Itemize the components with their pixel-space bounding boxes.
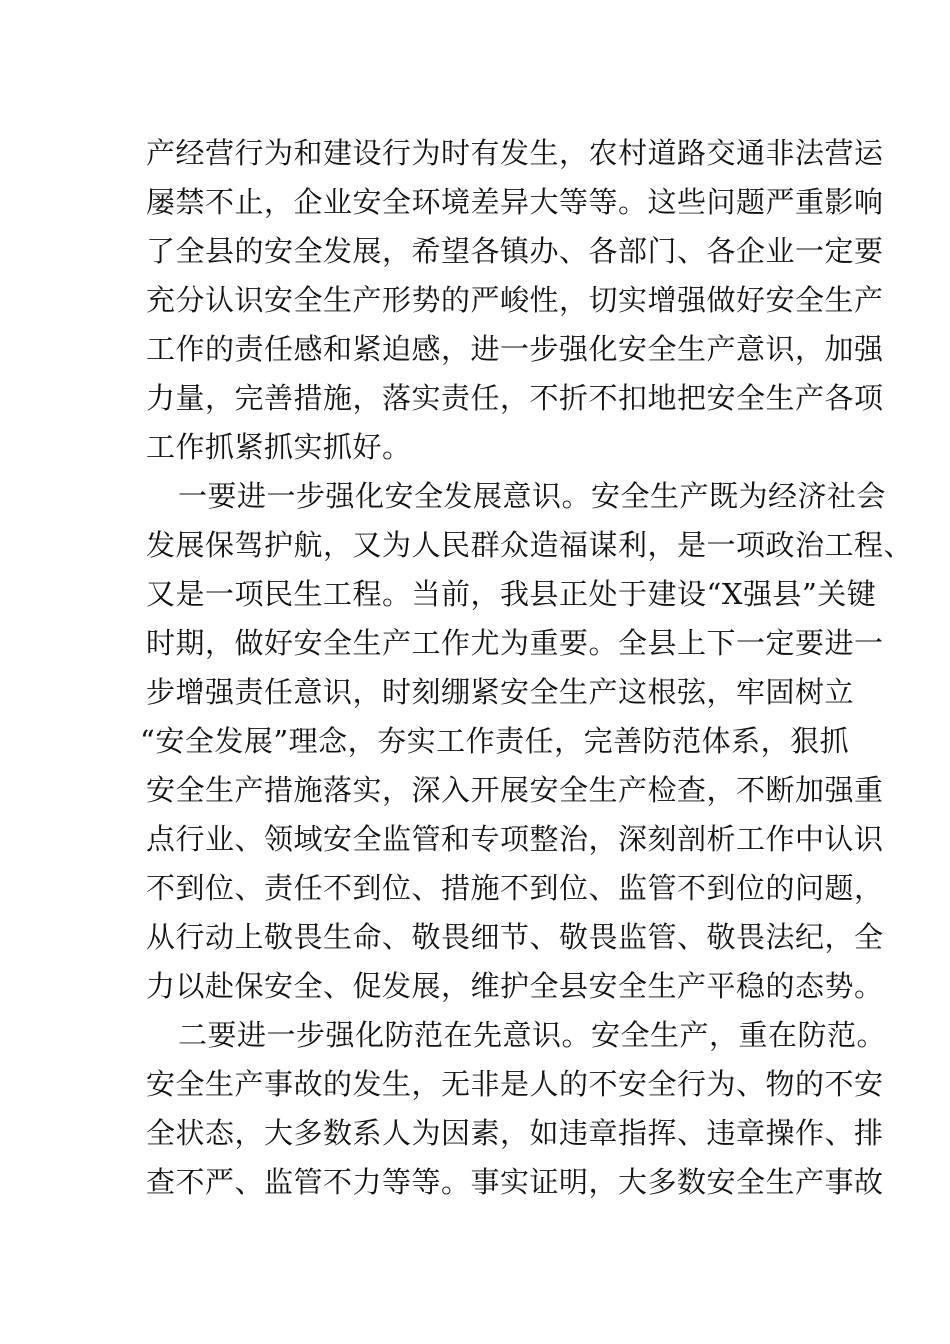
text-line: 安全生产事故的发生，无非是人的不安全行为、物的不安 bbox=[146, 1067, 884, 1101]
text-line: 工作抓紧抓实抓好。 bbox=[146, 430, 412, 464]
text-line: 产经营行为和建设行为时有发生，农村道路交通非法营运 bbox=[146, 136, 884, 170]
text-line: 查不严、监管不力等等。事实证明，大多数安全生产事故 bbox=[146, 1165, 884, 1199]
text-line: 步增强责任意识，时刻绷紧安全生产这根弦，牢固树立 bbox=[146, 675, 855, 709]
text-line: 力以赴保安全、促发展，维护全县安全生产平稳的态势。 bbox=[146, 969, 884, 1003]
text-line: 安全生产措施落实，深入开展安全生产检查，不断加强重 bbox=[146, 773, 884, 807]
text-line: 屡禁不止，企业安全环境差异大等等。这些问题严重影响 bbox=[146, 185, 884, 219]
text-line: 点行业、领域安全监管和专项整治，深刻剖析工作中认识 bbox=[146, 822, 884, 856]
text-line: 又是一项民生工程。当前，我县正处于建设“X强县”关键 bbox=[146, 577, 877, 611]
text-line: 不到位、责任不到位、措施不到位、监管不到位的问题， bbox=[146, 871, 884, 905]
text-line: 工作的责任感和紧迫感，进一步强化安全生产意识，加强 bbox=[146, 332, 884, 366]
text-line: 发展保驾护航，又为人民群众造福谋利，是一项政治工程、 bbox=[146, 528, 914, 562]
paragraph-heading-2: 二要进一步强化防范在先意识。安全生产，重在防范。 bbox=[178, 1018, 887, 1052]
text-line: 从行动上敬畏生命、敬畏细节、敬畏监管、敬畏法纪，全 bbox=[146, 920, 884, 954]
text-line: “安全发展”理念，夯实工作责任，完善防范体系，狠抓 bbox=[140, 724, 850, 758]
text-line: 全状态，大多数系人为因素，如违章指挥、违章操作、排 bbox=[146, 1116, 884, 1150]
text-line: 了全县的安全发展，希望各镇办、各部门、各企业一定要 bbox=[146, 234, 884, 268]
paragraph-heading-1: 一要进一步强化安全发展意识。安全生产既为经济社会 bbox=[178, 479, 887, 513]
text-line: 力量，完善措施，落实责任，不折不扣地把安全生产各项 bbox=[146, 381, 884, 415]
text-line: 充分认识安全生产形势的严峻性，切实增强做好安全生产 bbox=[146, 283, 884, 317]
text-line: 时期，做好安全生产工作尤为重要。全县上下一定要进一 bbox=[146, 626, 884, 660]
